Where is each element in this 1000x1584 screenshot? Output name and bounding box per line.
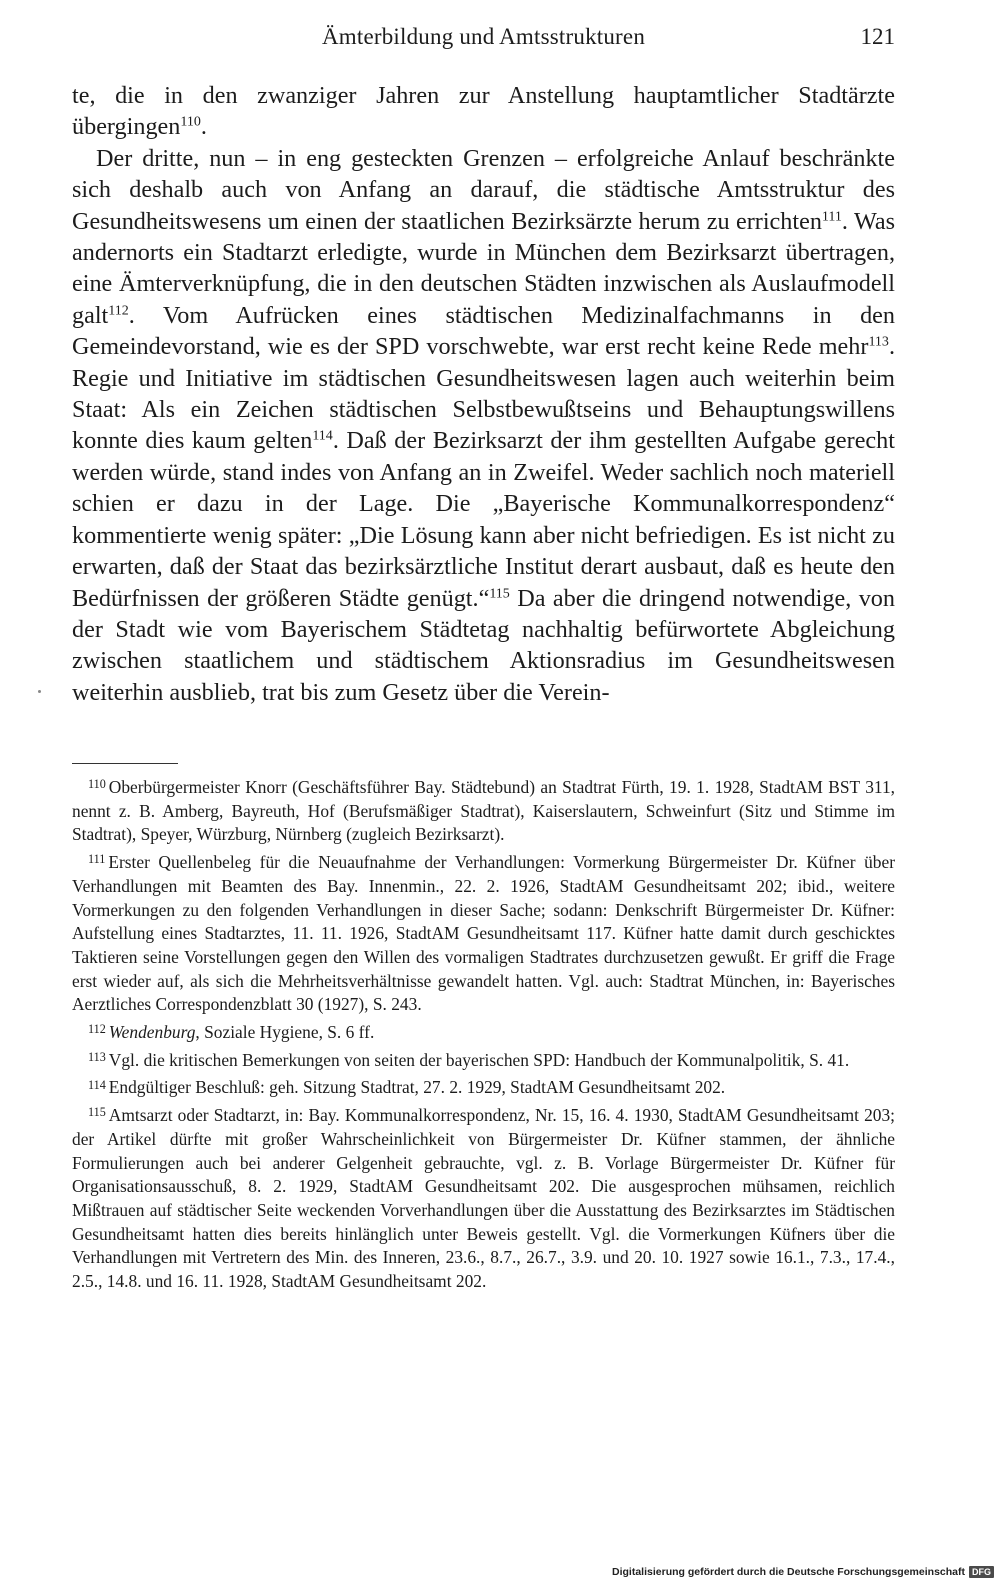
footnote-ref-115[interactable]: 115 (489, 584, 510, 601)
running-head: Ämterbildung und Amtsstrukturen (321, 24, 646, 49)
footnote-text: Oberbürgermeister Knorr (Geschäftsführer Bay. Städtebund) an Stadtrat Fürth, 19. 1. 1928, StadtAM BST 311, nennt z. B. Amberg, Bayreuth, Hof (Berufsmäßiger Stadtrat), Kaiserslautern, Schweinfurt (Sitz und Stimme im Stadtrat), Speyer, Würzburg, Nürnberg (zugleich Bezirksarzt). (72, 777, 895, 845)
footnote-text: Endgültiger Beschluß: geh. Sitzung Stadtrat, 27. 2. 1929, StadtAM Gesundheitsamt 202. (108, 1077, 726, 1098)
dfg-logo-icon: DFG (969, 1566, 994, 1578)
footnotes (72, 776, 895, 1298)
paragraph-2-text-c: . Vom Aufrücken eines städtischen Medizinalfachmanns in den Gemeindevorstand, wie es der SPD vorschwebte, war erst recht keine Rede mehr (72, 301, 895, 361)
footnote-111 (72, 851, 895, 1017)
main-text (72, 80, 895, 708)
paragraph-1-text: te, die in den zwanziger Jahren zur Anstellung hauptamtlicher Stadtärzte übergingen (72, 82, 895, 141)
footnote-number: 111 (88, 852, 106, 867)
footnote-110 (72, 776, 895, 847)
footnote-number: 112 (88, 1022, 106, 1037)
footnote-number: 115 (88, 1105, 106, 1120)
paragraph-2 (72, 143, 895, 708)
footnote-113 (72, 1049, 895, 1073)
paragraph-2-text-d: . Regie und Initiative im städtischen Gesundheitswesen lagen auch weiterhin beim Staat: Als ein Zeichen städtischen Selbstbewußtseins und Behauptungswillens konnte dies kaum gelten (72, 333, 895, 455)
footnote-112 (72, 1021, 895, 1045)
footnote-ref-114[interactable]: 114 (312, 427, 333, 444)
footnote-number: 113 (88, 1049, 106, 1064)
footnote-number: 114 (88, 1077, 106, 1092)
footnote-ref-113[interactable]: 113 (868, 333, 889, 350)
footnote-text: Vgl. die kritischen Bemerkungen von seiten der bayerischen SPD: Handbuch der Kommunalpolitik, S. 41. (108, 1049, 850, 1070)
paragraph-1-end: . (200, 113, 207, 141)
page-header (72, 24, 895, 58)
paragraph-1 (72, 80, 895, 143)
footnote-author: Wendenburg (108, 1022, 196, 1043)
paragraph-2-text-b: . Was andernorts ein Stadtarzt erledigte, wurde in München dem Bezirksarzt übertragen, eine Ämterverknüpfung, die in den deutschen Städten inzwischen als Auslaufmodell galt (72, 207, 895, 329)
digitization-credit (612, 1566, 994, 1578)
footnote-115 (72, 1104, 895, 1294)
scan-speck (38, 690, 41, 693)
credit-text: Digitalisierung gefördert durch die Deutsche Forschungsgemeinschaft (612, 1566, 965, 1578)
footnote-text: Amtsarzt oder Stadtarzt, in: Bay. Kommunalkorrespondenz, Nr. 15, 16. 4. 1930, StadtAM Gesundheitsamt 203; der Artikel dürfte mit großer Wahrscheinlichkeit von Bürgermeister Dr. Küfner stammen, der ähnliche Formulierungen auch bei anderer Gelgenheit gebrauchte, vgl. z. B. Vorlage Bürgermeister Dr. Küfner für Organisationsausschuß, 8. 2. 1929, StadtAM Gesundheitsamt 202. Die ausgesprochen mühsamen, reichlich Mißtrauen auf städtischer Seite weckenden Vorverhandlungen über die Ausstattung des Bezirksarztes im Städtischen Gesundheitsamt hatten dies bereits hinlänglich unter Beweis gestellt. Vgl. die Vormerkungen Küfners über die Verhandlungen mit Vertretern des Min. des Inneren, 23.6., 8.7., 26.7., 3.9. und 20. 10. 1927 sowie 16.1., 7.3., 17.4., 2.5., 14.8. und 16. 11. 1928, StadtAM Gesundheitsamt 202. (72, 1105, 895, 1292)
page-number: 121 (860, 24, 895, 49)
footnote-ref-110[interactable]: 110 (180, 113, 201, 130)
footnote-divider (72, 763, 178, 764)
footnote-114 (72, 1076, 895, 1100)
footnote-ref-111[interactable]: 111 (821, 207, 842, 224)
footnote-number: 110 (88, 777, 106, 792)
footnote-text: , Soziale Hygiene, S. 6 ff. (195, 1022, 375, 1043)
paragraph-2-text-f: Da aber die dringend notwendige, von der Stadt wie vom Bayerischem Städtetag nachhaltig befürwortete Abgleichung zwischen staatlichem und städtischem Aktionsradius im Gesundheitswesen weiterhin ausblieb, trat bis zum Gesetz über die Verein- (72, 584, 895, 706)
paragraph-2-text-a: Der dritte, nun – in eng gesteckten Grenzen – erfolgreiche Anlauf beschränkte sich deshalb auch von Anfang an darauf, die städtische Amtsstruktur des Gesundheitswesens um einen der staatlichen Bezirksärzte herum zu errichten (72, 144, 895, 235)
paragraph-2-text-e: . Daß der Bezirksarzt der ihm gestellten Aufgabe gerecht werden würde, stand indes von Anfang an in Zweifel. Weder sachlich noch materiell schien er dazu in der Lage. Die „Bayerische Kommunalkorrespondenz“ kommentierte wenig später: „Die Lösung kann aber nicht befriedigen. Es ist nicht zu erwarten, daß der Staat das bezirksärztliche Institut derart ausbaut, daß es heute den Bedürfnissen der größeren Städte genügt.“ (72, 427, 895, 612)
footnote-ref-112[interactable]: 112 (108, 302, 129, 319)
footnote-text: Erster Quellenbeleg für die Neuaufnahme der Verhandlungen: Vormerkung Bürgermeister Dr. Küfner über Verhandlungen mit Beamten des Bay. Innenmin., 22. 2. 1926, StadtAM Gesundheitsamt 202; ibid., weitere Vormerkungen zu den folgenden Verhandlungen in dieser Sache; sodann: Denkschrift Bürgermeister Dr. Küfner: Aufstellung eines Stadtarztes, 11. 11. 1926, StadtAM Gesundheitsamt 117. Küfner hatte damit durch geschicktes Taktieren seine Vorstellungen gegen den Willen des vormaligen Stadtrates durchzusetzen gewußt. Er griff die Frage erst wieder auf, als sich die Mehrheitsverhältnisse gewandelt hatten. Vgl. auch: Stadtrat München, in: Bayerisches Aerztliches Correspondenzblatt 30 (1927), S. 243. (72, 852, 895, 1015)
